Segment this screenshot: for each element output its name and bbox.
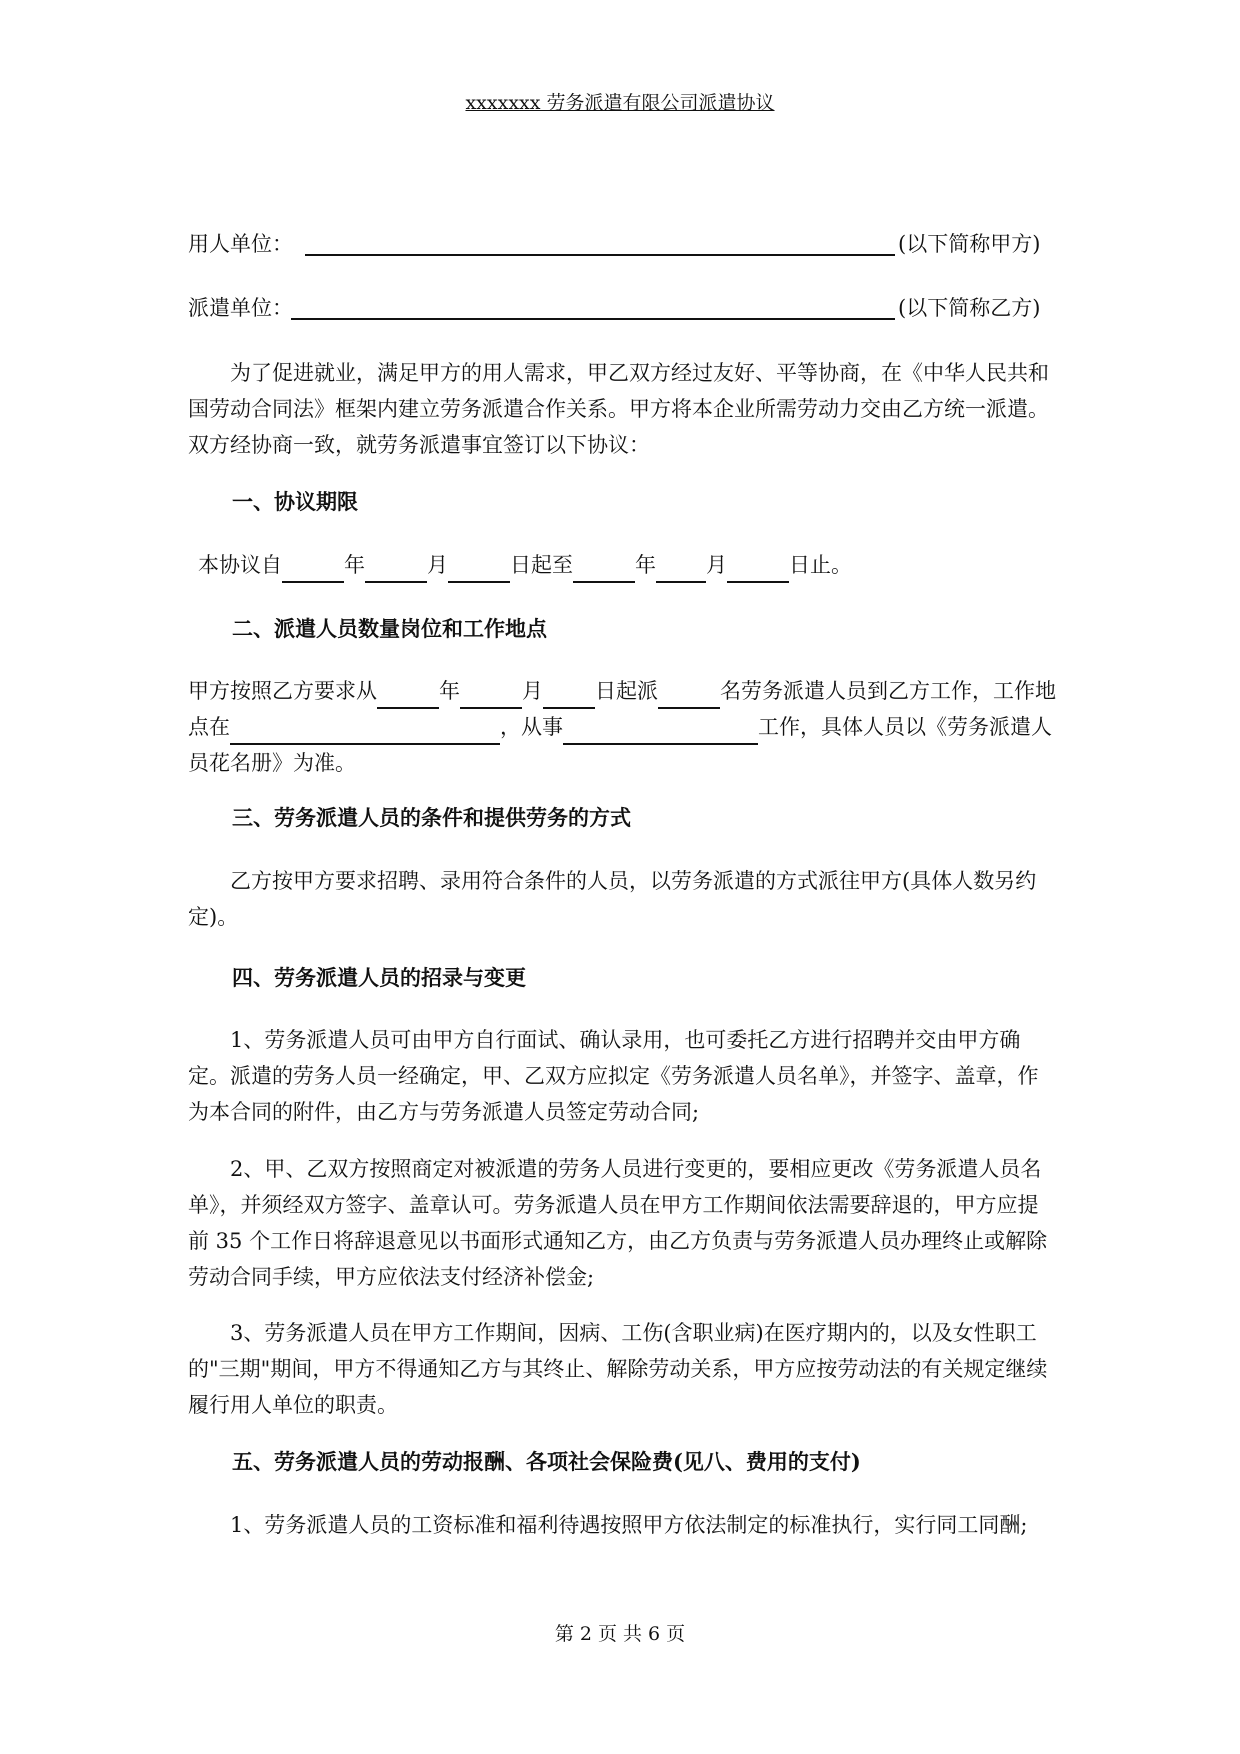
section-4-heading: 四、劳务派遣人员的招录与变更 [232, 965, 526, 990]
staffing-text-2: 年 [439, 679, 460, 703]
staffing-text-6: ，从事 [500, 715, 563, 739]
job-type-blank [563, 717, 758, 745]
term-year1-text: 年 [344, 553, 365, 577]
term-day1-text: 日起至 [510, 553, 573, 577]
staffing-text-7: 工作，具体人员以《劳务派遣人员花名册》为准。 [188, 715, 1052, 775]
term-start-text: 本协议自 [198, 553, 282, 577]
staffing-text-3: 月 [522, 679, 543, 703]
page-number: 第 2 页 共 6 页 [554, 1623, 686, 1645]
dispatcher-label: 派遣单位： [188, 296, 293, 320]
start-year-blank [282, 555, 344, 583]
employer-blank-line [305, 254, 895, 256]
section-4-paragraph-1: 1、劳务派遣人员可由甲方自行面试、确认录用，也可委托乙方进行招聘并交由甲方确定。派遣的劳务人员一经确定，甲、乙双方应拟定《劳务派遣人员名单》，并签字、盖章，作为本合同的附件，由乙方与劳务派遣人员签定劳动合同; [188, 1028, 1039, 1124]
start-day-blank [448, 555, 510, 583]
staffing-text-4: 日起派 [595, 679, 658, 703]
section-1-heading: 一、协议期限 [232, 489, 358, 514]
section-2-heading: 二、派遣人员数量岗位和工作地点 [232, 616, 547, 641]
staffing-text-1: 甲方按照乙方要求从 [188, 679, 377, 703]
headcount-blank [658, 681, 720, 709]
dispatch-year-blank [377, 681, 439, 709]
section-3-paragraph: 乙方按甲方要求招聘、录用符合条件的人员，以劳务派遣的方式派往甲方(具体人数另约定)。 [188, 869, 1037, 929]
document-header: xxxxxxx 劳务派遣有限公司派遣协议 [465, 92, 775, 114]
dispatcher-suffix: (以下简称乙方) [898, 296, 1041, 320]
end-day-blank [727, 555, 789, 583]
staffing-text-5: 名劳务派遣人员到乙方工作，工作地点在 [188, 679, 1056, 739]
section-4-paragraph-3: 3、劳务派遣人员在甲方工作期间，因病、工伤(含职业病)在医疗期内的，以及女性职工的"三期"期间，甲方不得通知乙方与其终止、解除劳动关系，甲方应按劳动法的有关规定继续履行用人单位的职责。 [188, 1321, 1048, 1417]
dispatcher-blank-line [291, 318, 895, 320]
employer-label: 用人单位： [188, 232, 293, 256]
employer-field-row [188, 226, 1058, 262]
work-location-blank [230, 717, 500, 745]
employer-suffix: (以下简称甲方) [898, 232, 1041, 256]
end-year-blank [573, 555, 635, 583]
term-year2-text: 年 [635, 553, 656, 577]
dispatch-month-blank [460, 681, 522, 709]
section-3-heading: 三、劳务派遣人员的条件和提供劳务的方式 [232, 805, 631, 830]
dispatcher-field-row [188, 290, 1058, 326]
end-month-blank [656, 555, 706, 583]
section-4-paragraph-2: 2、甲、乙双方按照商定对被派遣的劳务人员进行变更的，要相应更改《劳务派遣人员名单》，并须经双方签字、盖章认可。劳务派遣人员在甲方工作期间依法需要辞退的，甲方应提前 35 个工作日将辞退意见以书面形式通知乙方，由乙方负责与劳务派遣人员办理终止或解除劳动合同手续，甲方应依法支付经济补偿金; [188, 1157, 1048, 1289]
start-month-blank [365, 555, 427, 583]
dispatch-day-blank [543, 681, 595, 709]
staffing-paragraph [188, 673, 1058, 781]
term-end-text: 日止。 [789, 553, 852, 577]
section-5-paragraph-1: 1、劳务派遣人员的工资标准和福利待遇按照甲方依法制定的标准执行，实行同工同酬; [230, 1513, 1028, 1537]
section-5-heading: 五、劳务派遣人员的劳动报酬、各项社会保险费(见八、费用的支付) [232, 1449, 861, 1474]
intro-paragraph: 为了促进就业，满足甲方的用人需求，甲乙双方经过友好、平等协商，在《中华人民共和国劳动合同法》框架内建立劳务派遣合作关系。甲方将本企业所需劳动力交由乙方统一派遣。双方经协商一致，就劳务派遣事宜签订以下协议： [188, 361, 1049, 457]
term-month2-text: 月 [706, 553, 727, 577]
term-sentence [198, 547, 1068, 583]
term-month1-text: 月 [427, 553, 448, 577]
